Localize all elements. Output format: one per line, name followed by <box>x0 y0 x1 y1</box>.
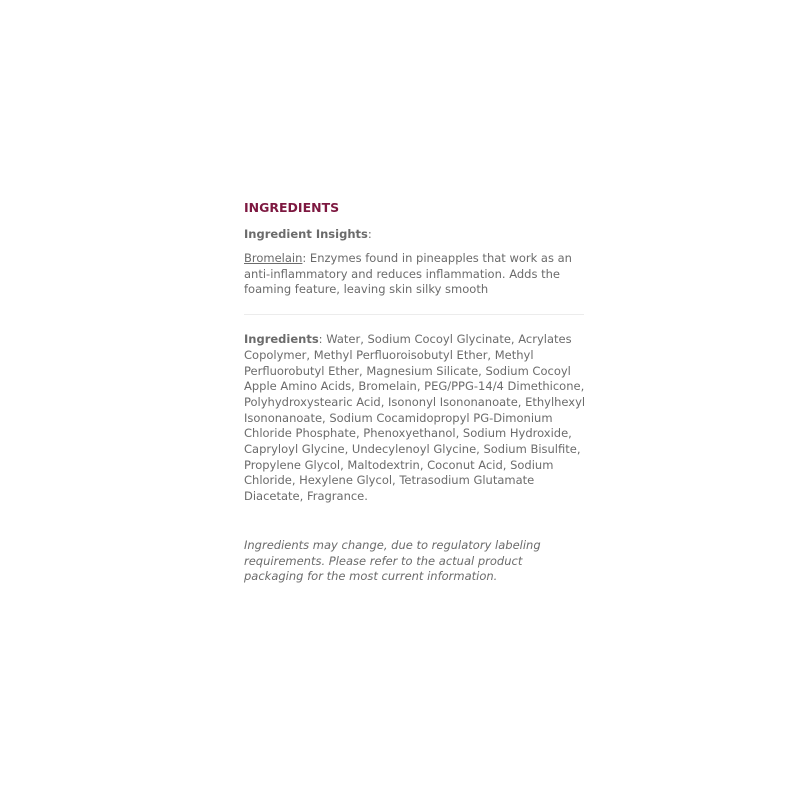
insight-item-description: : Enzymes found in pineapples that work as an anti-inflammatory and reduces inflammation. Adds the foaming feature, leaving skin silky smooth <box>244 251 572 297</box>
insights-title-suffix: : <box>367 227 372 241</box>
insight-item-name: Bromelain <box>244 251 303 265</box>
section-heading: INGREDIENTS <box>244 200 340 215</box>
disclaimer-text: Ingredients may change, due to regulatory labeling requirements. Please refer to the actual product packaging for the most current information. <box>244 537 541 584</box>
ingredients-panel <box>244 199 586 585</box>
insights-title <box>244 226 586 242</box>
ingredients-text: : Water, Sodium Cocoyl Glycinate, Acrylates Copolymer, Methyl Perfluoroisobutyl Ether, Methyl Perfluorobutyl Ether, Magnesium Silicate, Sodium Cocoyl Apple Amino Acids, Bromelain, PEG/PPG-14/4 Dimethicone, Polyhydroxystearic Acid, Isononyl Isononanoate, Ethylhexyl Isononanoate, Sodium Cocamidopropyl PG-Dimonium Chloride Phosphate, Phenoxyethanol, Sodium Hydroxide, Capryloyl Glycine, Undecylenoyl Glycine, Sodium Bisulfite, Propylene Glycol, Maltodextrin, Coconut Acid, Sodium Chloride, Hexylene Glycol, Tetrasodium Glutamate Diacetate, Fragrance. <box>244 332 586 504</box>
section-divider <box>244 314 584 315</box>
insight-item <box>244 251 586 298</box>
ingredients-list <box>244 332 586 505</box>
ingredients-label: Ingredients <box>244 332 319 347</box>
insights-title-label: Ingredient Insights <box>244 227 368 241</box>
